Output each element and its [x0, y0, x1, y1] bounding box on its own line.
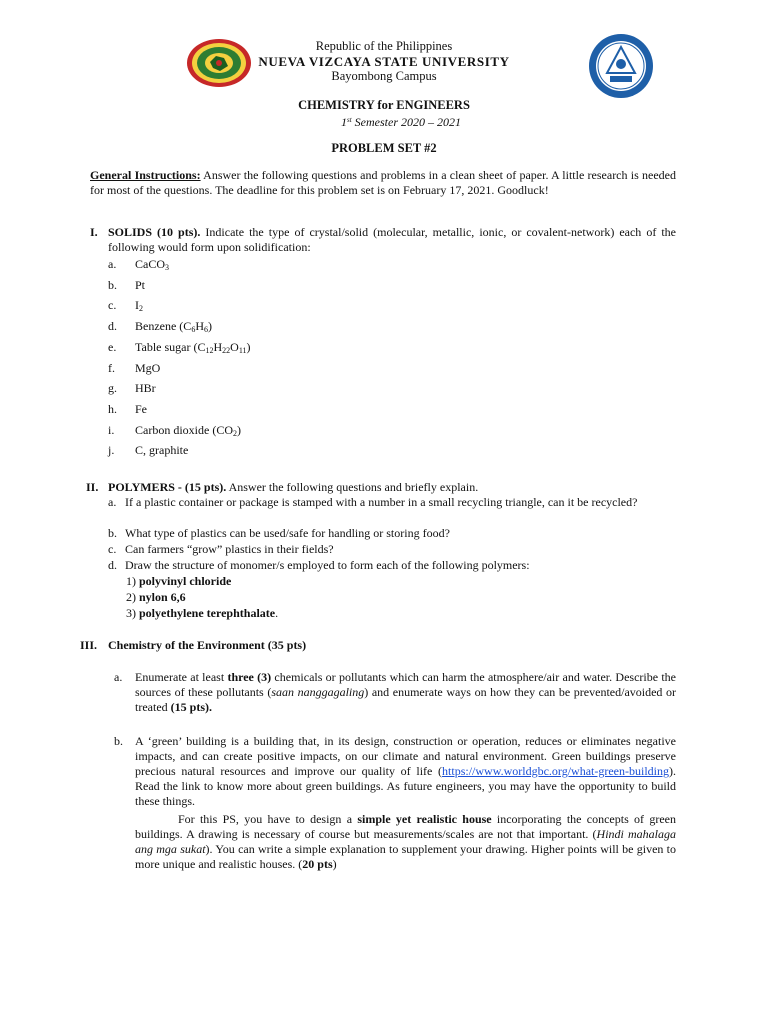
- course-title: CHEMISTRY for ENGINEERS: [298, 98, 470, 112]
- solid-item-formula: Carbon dioxide $(CO_2)$: [135, 423, 241, 438]
- section-2-number: II.: [86, 480, 99, 494]
- solid-item-label: h.: [108, 402, 117, 416]
- solid-item-formula: CaCO$_3$: [135, 257, 169, 272]
- solid-item-formula: HBr: [135, 381, 156, 395]
- general-instructions: General Instructions: Answer the following questions and problems in a clean sheet of paper. A little research is needed for most of the questions. The deadline for this problem set is on February 17, 2021. Goodluck!: [90, 168, 676, 197]
- solid-item-label: f.: [108, 361, 115, 375]
- polymer-question-d: d. Draw the structure of monomer/s employed to form each of the following polymers:: [108, 558, 530, 572]
- section-3-number: III.: [80, 638, 98, 652]
- solid-item-formula: Fe: [135, 402, 147, 416]
- header-campus: Bayombong Campus: [331, 69, 437, 83]
- solid-item-formula: MgO: [135, 361, 161, 375]
- section-1-prompt: SOLIDS (10 pts). Indicate the type of crystal/solid (molecular, metallic, ionic, or covalent-network) each of the following would form upon solidification:: [108, 225, 677, 254]
- solid-item-label: b.: [108, 278, 117, 292]
- env-question-a: Enumerate at least three (3) chemicals or pollutants which can harm the atmosphere/air and water. Describe the sources of these pollutants (saan nanggagaling) and enumerate ways on how they can be prevented/avoided or treated (15 pts).: [135, 670, 677, 714]
- solid-item-label: g.: [108, 381, 117, 395]
- env-question-b-task: For this PS, you have to design a simple yet realistic house incorporating the concepts of green buildings. A drawing is necessary of course but measurements/scales are not that important. (Hindi mahalaga ang mga sukat). You can write a simple explanation to supplement your drawing. Higher points will be given to more unique and realistic houses. (20 pts): [135, 812, 676, 871]
- solid-item-label: d.: [108, 319, 117, 333]
- env-question-b: A ‘green’ building is a building that, in its design, construction or operation, reduces or eliminates negative impacts, and can create positive impacts, on our climate and natural environment. Green buildings preserve precious natural resources and improve our quality of life (https://www.worldgbc.org/what-green-building). Read the link to know more about green buildings. As future engineers, you may have the opportunity to build these things.: [135, 734, 676, 808]
- problem-set-title: PROBLEM SET #2: [331, 141, 437, 155]
- env-question-b-label: b.: [114, 734, 123, 748]
- green-building-link[interactable]: https://www.worldgbc.org/what-green-building: [442, 764, 669, 778]
- polymer-question-c: c. Can farmers “grow” plastics in their fields?: [108, 542, 334, 556]
- section-3-heading: Chemistry of the Environment (35 pts): [108, 638, 307, 652]
- solid-item-label: e.: [108, 340, 117, 354]
- header-university: NUEVA VIZCAYA STATE UNIVERSITY: [258, 54, 510, 69]
- solid-item-label: j.: [108, 443, 115, 457]
- semester: 1st Semester 2020 – 2021: [341, 115, 461, 129]
- polymer-3: 3) polyethylene terephthalate.: [126, 606, 279, 620]
- solid-item-formula: Benzene $(C_6H_6)$: [135, 319, 212, 334]
- solid-item-formula: Pt: [135, 278, 146, 292]
- solid-item-label: c.: [108, 298, 117, 312]
- section-1-number: I.: [90, 225, 98, 239]
- polymer-2: 2) nylon 6,6: [126, 590, 186, 604]
- solid-item-formula: $I_2$: [135, 298, 143, 313]
- polymer-question-a: a. If a plastic container or package is stamped with a number in a small recycling triangle, can it be recycled?: [108, 495, 638, 509]
- polymer-1: 1) polyvinyl chloride: [126, 574, 232, 588]
- env-question-a-label: a.: [114, 670, 123, 684]
- solid-item-formula: C, graphite: [135, 443, 189, 457]
- solid-item-label: a.: [108, 257, 117, 271]
- section-2-prompt: POLYMERS - (15 pts). Answer the following questions and briefly explain.: [108, 480, 479, 494]
- header-republic: Republic of the Philippines: [315, 39, 453, 53]
- solid-item-formula: Table sugar $(C_{12}H_{22}O_{11})$: [135, 340, 251, 355]
- solid-item-label: i.: [108, 423, 115, 437]
- polymer-question-b: b. What type of plastics can be used/safe for handling or storing food?: [108, 526, 450, 540]
